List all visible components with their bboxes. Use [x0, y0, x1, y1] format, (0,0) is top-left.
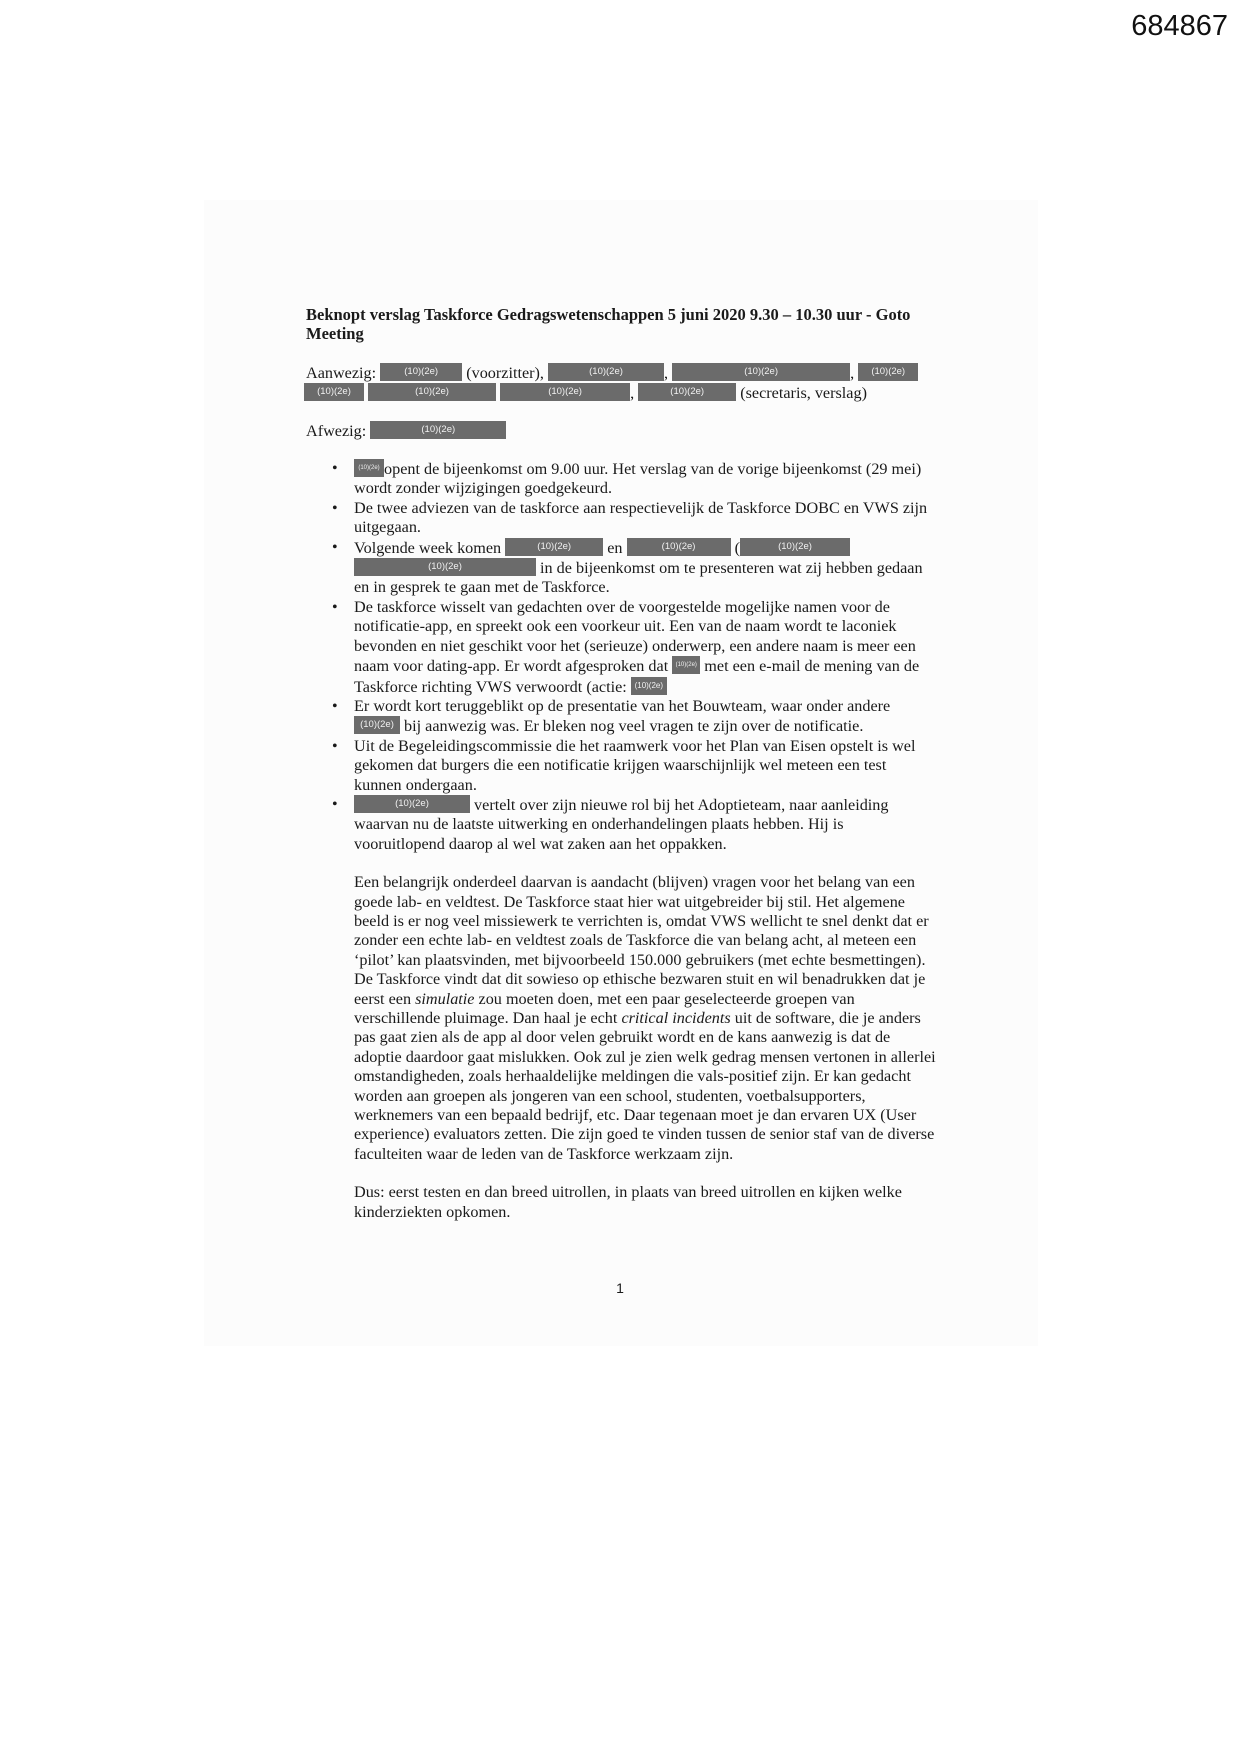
paragraph-text: uit de software, die je anders pas gaat zien als de app al door velen gebruikt wordt en de kans aanwezig is dat de adoptie daardoor gaat mislukken. Ook zul je zien welk gedrag mensen vertonen in allerlei omstandigheden, zoals herhaaldelijke meldingen die vals-positief zijn. Er kan gedacht worden aan groepen als jongeren van een school, studenten, voetbalsupporters, werknemers van een bepaald bedrijf, etc. Daar tegenaan moet je dan ervaren UX (User experience) evaluators zetten. Die zijn goed te vinden tussen de senior staf van de diverse faculteiten waar de leden van de Taskforce werkzaam zijn.: [354, 1009, 936, 1163]
redaction: (10)(2e): [304, 383, 364, 401]
comma: ,: [630, 384, 635, 403]
redaction: (10)(2e): [380, 363, 462, 381]
bullet-text: in de bijeenkomst om te presenteren wat zij hebben gedaan en in gesprek te gaan met de Taskforce.: [354, 559, 923, 597]
bullet-text: Uit de Begeleidingscommissie die het raamwerk voor het Plan van Eisen opstelt is wel gekomen dat burgers die een notificatie krijgen waarschijnlijk wel meteen een test kunnen ondergaan.: [354, 736, 916, 794]
bullet-text: vertelt over zijn nieuwe rol bij het Adoptieteam, naar aanleiding waarvan nu de laatste uitwerking en onderhandelingen plaats hebben. Hij is vooruitlopend daarop al wel wat zaken aan het oppakken.: [354, 795, 889, 853]
paragraph-lab-field-test: [306, 873, 938, 1164]
redaction: (10)(2e): [354, 558, 536, 576]
redaction: (10)(2e): [627, 538, 731, 556]
bullet-text: De twee adviezen van de taskforce aan respectievelijk de Taskforce DOBC en VWS zijn uitgegaan.: [354, 498, 928, 537]
bullet-text: bij aanwezig was. Er bleken nog veel vragen te zijn over de notificatie.: [400, 717, 864, 736]
redaction: (10)(2e): [500, 383, 630, 401]
paragraph-text: zou moeten doen, met een paar geselecteerde groepen van verschillende pluimage. Dan haal je echt: [354, 989, 855, 1027]
bullet-item: [306, 598, 938, 697]
bullet-item: [306, 499, 938, 538]
redaction: (10)(2e): [858, 363, 918, 381]
chair-suffix: (voorzitter),: [462, 363, 549, 382]
redaction: (10)(2e): [740, 538, 850, 556]
document-title: Beknopt verslag Taskforce Gedragswetenschappen 5 juni 2020 9.30 – 10.30 uur - Goto Meeting: [306, 305, 911, 344]
absent-label: Afwezig:: [306, 421, 367, 440]
paragraph-conclusion: Dus: eerst testen en dan breed uitrollen, in plaats van breed uitrollen en kijken welke kinderziekten opkomen.: [354, 1183, 902, 1221]
redaction: (10)(2e): [638, 383, 736, 401]
comma: ,: [850, 363, 855, 382]
page-number: 1: [616, 1280, 624, 1296]
bullet-text: De taskforce wisselt van gedachten over de voorgestelde mogelijke namen voor de notificatie-app, en spreekt ook een voorkeur uit. Een van de naam wordt te laconiek bevonden en niet geschikt voor het (serieuze) onderwerp, een andere naam is meer een naam voor dating-app. Er wordt afgesproken dat: [354, 597, 916, 676]
redaction: (10)(2e): [368, 383, 496, 401]
redaction: (10)(2e): [354, 716, 400, 734]
italic-term: critical incidents: [621, 1009, 731, 1027]
redaction: (10)(2e): [672, 656, 700, 674]
redaction: (10)(2e): [370, 421, 506, 439]
minutes-body: [306, 305, 938, 1222]
secretary-suffix: (secretaris, verslag): [736, 384, 867, 403]
bullet-text: opent de bijeenkomst om 9.00 uur. Het verslag van de vorige bijeenkomst (29 mei) wordt zonder wijzigingen goedgekeurd.: [354, 460, 922, 498]
attendance-present: [306, 363, 938, 404]
bullet-item: [306, 459, 938, 499]
present-label: Aanwezig:: [306, 363, 377, 382]
bullet-text: (: [730, 538, 741, 557]
bullet-item: [306, 538, 938, 598]
bullet-text: met een e-mail de mening van de Taskforce richting VWS verwoordt (actie:: [354, 657, 920, 696]
bullet-text: en: [603, 538, 627, 557]
paragraph-text: Een belangrijk onderdeel daarvan is aandacht (blijven) vragen voor het belang van een goede lab- en veldtest. De Taskforce staat hier wat uitgebreider bij stil. Het algemene beeld is er nog veel missiewerk te verrichten is, omdat VWS wellicht te snel denkt dat er zonder een echte lab- en veldtest zoals de Taskforce die van belang acht, al meteen een ‘pilot’ kan plaatsvinden, met bijvoorbeeld 150.000 gebruikers (met echte besmettingen). De Taskforce vindt dat dit sowieso op ethische bezwaren stuit en wil benadrukken dat je eerst een: [354, 873, 929, 1008]
agenda-bullets: [306, 459, 938, 854]
bullet-item: [306, 737, 938, 795]
redaction: (10)(2e): [505, 538, 603, 556]
document-number: 684867: [1131, 10, 1228, 42]
bullet-text: Volgende week komen: [354, 538, 506, 557]
redaction: (10)(2e): [354, 795, 470, 813]
attendance-absent: [306, 421, 938, 441]
bullet-item: [306, 795, 938, 854]
redaction: (10)(2e): [631, 677, 667, 695]
comma: ,: [664, 363, 669, 382]
bullet-item: [306, 697, 938, 737]
redaction: (10)(2e): [354, 459, 384, 477]
italic-term: simulatie: [415, 989, 475, 1008]
bullet-text: Er wordt kort teruggeblikt op de presentatie van het Bouwteam, waar onder andere: [354, 696, 891, 715]
redaction: (10)(2e): [548, 363, 664, 381]
redaction: (10)(2e): [672, 363, 850, 381]
